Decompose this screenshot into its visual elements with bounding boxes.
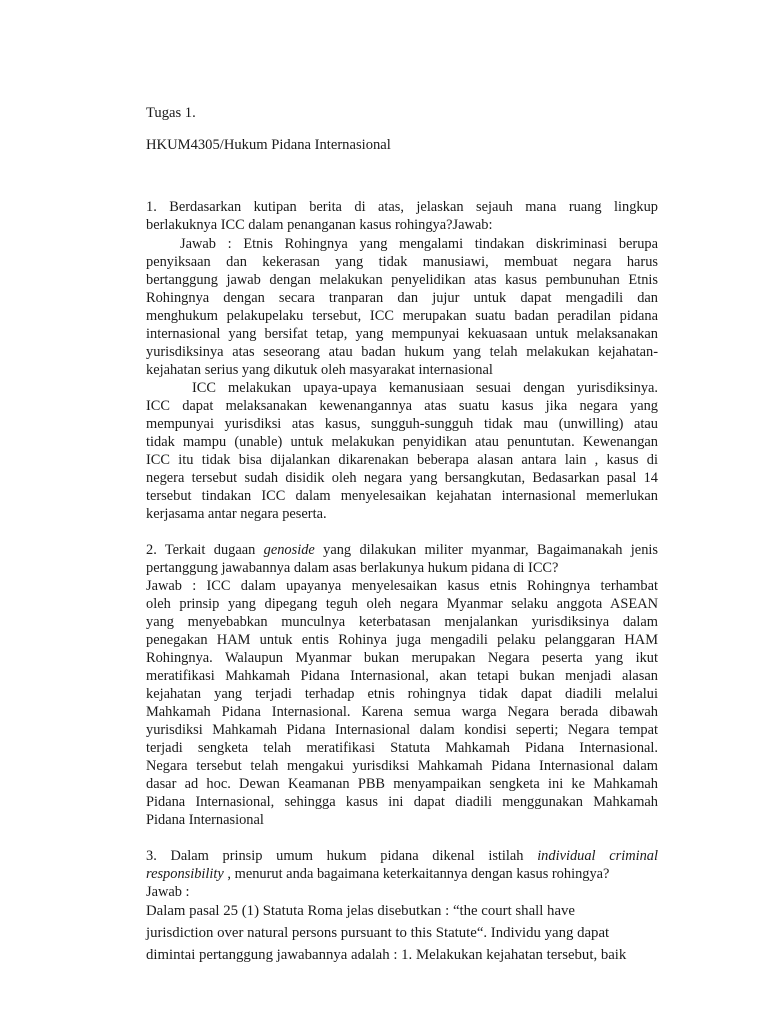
q2-answer-line: Jawab : ICC dalam upayanya menyelesaikan kasus etnis Rohingnya terhambat xyxy=(146,578,658,594)
q1-answer-line: yurisdiksinya atas seseorang atau badan hukum yang telah melakukan kejahatan- xyxy=(146,344,658,360)
q3-answer-line: dimintai pertanggung jawabannya adalah : 1. Melakukan kejahatan tersebut, baik xyxy=(146,947,627,963)
q2-answer-line: yurisdiksi Mahkamah Pidana Internasional dalam kondisi seperti; Negara tempat xyxy=(146,722,658,738)
q1-answer-line: negera tersebut sudah disidik oleh negara yang bersangkutan, Bedasarkan pasal 14 xyxy=(146,470,658,486)
q3-question-prefix: 3. Dalam prinsip umum hukum pidana dikenal istilah xyxy=(146,848,538,864)
q3-question-line xyxy=(146,865,609,883)
q2-question-line: pertanggung jawabannya dalam asas berlakunya hukum pidana di ICC? xyxy=(146,560,559,576)
q2-answer-line: Negara tersebut telah mengakui yurisdiksi Mahkamah Pidana Internasional dalam xyxy=(146,758,658,774)
q2-answer-line: Pidana Internasional xyxy=(146,812,264,828)
q1-answer-line: ICC itu tidak bisa dijalankan dikarenakan beberapa alasan antara lain , kasus di xyxy=(146,452,658,468)
q2-question-suffix: yang dilakukan militer myanmar, Bagaimanakah jenis xyxy=(314,542,658,558)
q1-question-line: 1. Berdasarkan kutipan berita di atas, jelaskan sejauh mana ruang lingkup xyxy=(146,199,658,215)
course-title: HKUM4305/Hukum Pidana Internasional xyxy=(146,137,391,153)
q2-answer-line: Rohingnya. Walaupun Myanmar bukan merupakan Negara peserta yang ikut xyxy=(146,650,658,666)
q1-answer-line: ICC melakukan upaya-upaya kemanusiaan sesuai dengan yurisdiksinya. xyxy=(192,380,658,396)
q2-answer-line: terjadi sengketa telah meratifikasi Statuta Mahkamah Pidana Internasional. xyxy=(146,740,658,756)
q1-answer-line: bertanggung jawab dengan melakukan penyelidikan atas kasus pembunuhan Etnis xyxy=(146,272,658,288)
q1-question-line: berlakuknya ICC dalam penanganan kasus rohingya?Jawab: xyxy=(146,217,493,233)
q2-question-line xyxy=(146,541,658,559)
q1-answer-line: menghukum pelakupelaku tersebut, ICC merupakan suatu badan peradilan pidana xyxy=(146,308,658,324)
q1-answer-line: penyiksaan dan kekerasan yang tidak manusiawi, membuat negara harus xyxy=(146,254,658,270)
q1-answer-line: ICC dapat melaksanakan kewenangannya atas suatu kasus jika negara yang xyxy=(146,398,658,414)
q1-answer-line: Jawab : Etnis Rohingnya yang mengalami tindakan diskriminasi berupa xyxy=(180,236,658,252)
q2-question-prefix: 2. Terkait dugaan xyxy=(146,542,264,558)
q3-question-suffix: , menurut anda bagaimana keterkaitannya dengan kasus rohingya? xyxy=(223,866,610,882)
q1-answer-line: internasional yang bersifat tetap, yang mempunyai kekuasaan untuk melaksanakan xyxy=(146,326,658,342)
q3-question-line xyxy=(146,847,658,865)
q3-question-italic: individual criminal xyxy=(537,848,658,864)
q3-answer-label: Jawab : xyxy=(146,884,190,900)
q2-answer-line: dasar ad hoc. Dewan Keamanan PBB menyampaikan sengketa ini ke Mahkamah xyxy=(146,776,658,792)
q2-answer-line: Pidana Internasional, sehingga kasus ini dapat diadili menggunakan Mahkamah xyxy=(146,794,658,810)
q3-answer-line: jurisdiction over natural persons pursuant to this Statute“. Individu yang dapat xyxy=(146,925,610,941)
q2-answer-line: penegakan HAM untuk entis Rohinya juga mengadili pelaku pelanggaran HAM xyxy=(146,632,658,648)
q1-answer-line: tidak mampu (unable) untuk melakukan penyidikan atau penuntutan. Kewenangan xyxy=(146,434,658,450)
q2-answer-line: kejahatan yang terjadi terhadap etnis rohingnya tidak dapat diadili melalui xyxy=(146,686,658,702)
q1-answer-line: mempunyai yurisdiksi atas kasus, sungguh-sungguh tidak mau (unwilling) atau xyxy=(146,416,658,432)
q2-question-italic: genoside xyxy=(263,542,315,558)
q1-answer-line: tersebut tindakan ICC dalam menyelesaikan kejahatan internasional memerlukan xyxy=(146,488,658,504)
q1-answer-line: kejahatan serius yang dikutuk oleh masyarakat internasional xyxy=(146,362,493,378)
q3-answer-line: Dalam pasal 25 (1) Statuta Roma jelas disebutkan : “the court shall have xyxy=(146,903,575,919)
q2-answer-line: oleh prinsip yang dipegang teguh oleh negara Myanmar selaku anggota ASEAN xyxy=(146,596,658,612)
q2-answer-line: meratifikasi Mahkamah Pidana Internasional, akan tetapi bukan menjadi alasan xyxy=(146,668,658,684)
q3-question-italic: responsibility xyxy=(146,866,224,882)
q2-answer-line: yang menyebabkan munculnya keterbatasan menjalankan yurisdiksinya dalam xyxy=(146,614,658,630)
q2-answer-line: Mahkamah Pidana Internasional. Karena semua warga Negara berada dibawah xyxy=(146,704,658,720)
assignment-title: Tugas 1. xyxy=(146,105,196,121)
q1-answer-line: kerjasama antar negara peserta. xyxy=(146,506,327,522)
q1-answer-line: Rohingnya dengan secara tranparan dan jujur untuk dapat mengadili dan xyxy=(146,290,658,306)
